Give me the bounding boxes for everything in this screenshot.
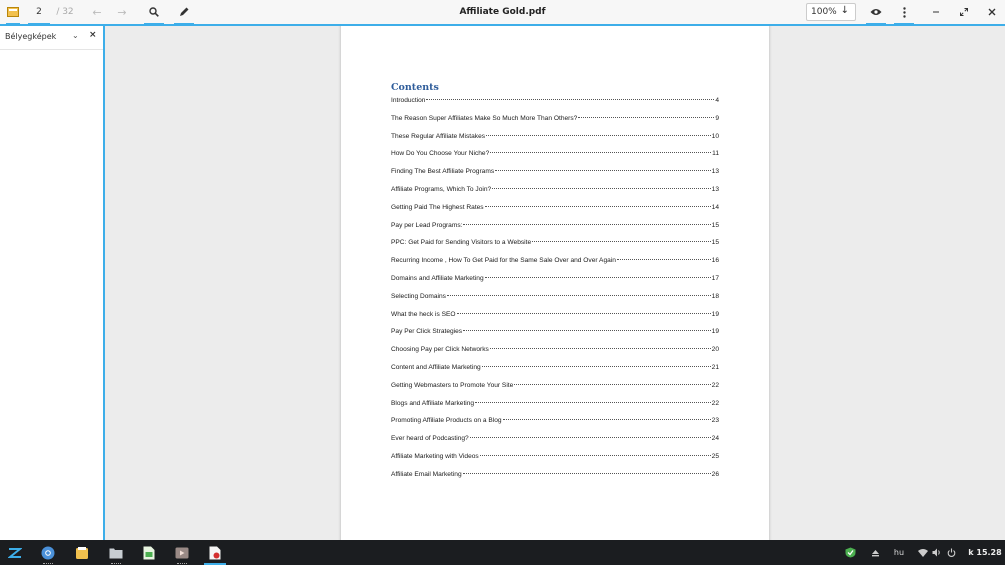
- toc-entry-title: Finding The Best Affiliate Programs: [391, 168, 495, 176]
- minimize-icon[interactable]: [926, 0, 946, 24]
- toc-entry-title: Affiliate Marketing with Videos: [391, 452, 479, 460]
- toc-entry-page: 23: [711, 417, 719, 425]
- toc-leader-dots: [470, 437, 711, 438]
- toc-entry-title: What the heck is SEO: [391, 310, 456, 318]
- toc-entry-page: 13: [711, 185, 719, 193]
- toc-entry-page: 25: [711, 452, 719, 460]
- notes-icon[interactable]: [71, 543, 93, 562]
- toc-entry-title: Blogs and Affiliate Marketing: [391, 399, 475, 407]
- app-launcher-icon[interactable]: [4, 543, 26, 562]
- thumbnails-sidebar: [0, 26, 105, 540]
- toc-entry[interactable]: [391, 115, 719, 133]
- toc-entry-page: 22: [711, 399, 719, 407]
- toc-entry[interactable]: [391, 150, 719, 168]
- toc-entry[interactable]: [391, 257, 719, 275]
- toc-leader-dots: [532, 241, 711, 242]
- toc-entry-page: 19: [711, 310, 719, 318]
- volume-icon[interactable]: [930, 543, 944, 562]
- toc-entry-page: 26: [711, 470, 719, 478]
- toolbar: [0, 0, 1005, 26]
- toc-entry-page: 22: [711, 381, 719, 389]
- toc-entry-page: 15: [711, 221, 719, 229]
- toc-entry-page: 13: [711, 168, 719, 176]
- toc-entry-title: Promoting Affiliate Products on a Blog: [391, 417, 502, 425]
- toc-entry-title: Recurring Income , How To Get Paid for the Same Sale Over and Over Again: [391, 257, 616, 265]
- toc-leader-dots: [475, 402, 711, 403]
- zoom-select[interactable]: [806, 3, 856, 21]
- toc-entry-title: Selecting Domains: [391, 292, 446, 300]
- sidebar-title[interactable]: Bélyegképek: [5, 32, 57, 41]
- toc-leader-dots: [490, 348, 711, 349]
- close-icon[interactable]: ×: [89, 30, 97, 40]
- toc-entry-title: Domains and Affiliate Marketing: [391, 274, 484, 282]
- pencil-icon[interactable]: [172, 0, 196, 24]
- toc-leader-dots: [426, 99, 714, 100]
- toc-leader-dots: [495, 170, 711, 171]
- toc-leader-dots: [492, 188, 710, 189]
- toc-entry[interactable]: [391, 382, 719, 400]
- toc-entry-page: 19: [711, 328, 719, 336]
- toc-entry[interactable]: [391, 186, 719, 204]
- toc-entry[interactable]: [391, 275, 719, 293]
- toc-entry[interactable]: [391, 133, 719, 151]
- toc-entry[interactable]: [391, 328, 719, 346]
- toc-leader-dots: [490, 152, 711, 153]
- pdf-reader-icon[interactable]: [204, 543, 226, 562]
- page-number-input[interactable]: 2: [26, 0, 52, 24]
- sidebar-header: [0, 26, 103, 50]
- toc-entry-page: 10: [711, 132, 719, 140]
- toc-entry[interactable]: [391, 222, 719, 240]
- toc-list: [391, 97, 719, 489]
- zoom-value: 100%: [811, 7, 837, 17]
- toc-entry-page: 20: [711, 346, 719, 354]
- arrow-left-icon[interactable]: ←: [92, 5, 102, 19]
- clock[interactable]: k 15.28: [968, 548, 1002, 557]
- toc-entry[interactable]: [391, 453, 719, 471]
- eject-icon[interactable]: [868, 543, 882, 562]
- document-viewer[interactable]: [105, 26, 1005, 540]
- toc-entry-title: Introduction: [391, 97, 426, 104]
- keyboard-layout[interactable]: hu: [893, 548, 905, 557]
- toc-entry-title: Getting Paid The Highest Rates: [391, 203, 484, 211]
- toc-entry[interactable]: [391, 435, 719, 453]
- sidebar-thumbnails-icon[interactable]: [4, 0, 22, 24]
- toc-entry-page: 4: [715, 97, 719, 104]
- arrow-right-icon[interactable]: →: [117, 5, 127, 19]
- power-icon[interactable]: [944, 543, 958, 562]
- toc-entry-page: 11: [712, 150, 719, 158]
- document-title: Affiliate Gold.pdf: [459, 7, 546, 17]
- toc-entry[interactable]: [391, 346, 719, 364]
- toc-entry-title: These Regular Affiliate Mistakes: [391, 132, 486, 140]
- media-icon[interactable]: [171, 543, 193, 562]
- toc-entry-title: Pay per Lead Programs:: [391, 221, 463, 229]
- check-status-icon[interactable]: [842, 543, 858, 562]
- toc-leader-dots: [463, 224, 710, 225]
- taskbar: [0, 540, 1005, 565]
- toc-entry[interactable]: [391, 97, 719, 115]
- toc-leader-dots: [578, 117, 714, 118]
- toc-entry-page: 17: [711, 274, 719, 282]
- toc-entry-title: Affiliate Programs, Which To Join?: [391, 185, 492, 193]
- toc-leader-dots: [457, 313, 711, 314]
- page-total: / 32: [56, 7, 74, 17]
- toc-leader-dots: [480, 455, 711, 456]
- toc-entry[interactable]: [391, 204, 719, 222]
- toc-leader-dots: [485, 206, 711, 207]
- arrow-down-icon: ↓: [840, 5, 849, 16]
- toc-entry-page: 15: [711, 239, 719, 247]
- file-manager-icon[interactable]: [105, 543, 127, 562]
- toc-entry-title: Ever heard of Podcasting?: [391, 435, 469, 443]
- search-icon[interactable]: [142, 0, 166, 24]
- wifi-icon[interactable]: [916, 543, 930, 562]
- toc-entry[interactable]: [391, 417, 719, 435]
- toc-entry-title: Getting Webmasters to Promote Your Site: [391, 381, 514, 389]
- toc-entry[interactable]: [391, 239, 719, 257]
- toc-entry[interactable]: [391, 293, 719, 311]
- toc-leader-dots: [617, 259, 711, 260]
- toc-entry-page: 24: [711, 435, 719, 443]
- toc-entry-page: 21: [711, 363, 719, 371]
- toc-leader-dots: [447, 295, 711, 296]
- toc-entry-page: 16: [711, 257, 719, 265]
- toc-leader-dots: [503, 419, 711, 420]
- toc-entry[interactable]: [391, 471, 719, 489]
- kebab-menu-icon[interactable]: [892, 0, 916, 24]
- toc-entry-title: The Reason Super Affiliates Make So Much More Than Others?: [391, 114, 578, 122]
- spreadsheet-icon[interactable]: [138, 543, 160, 562]
- toc-leader-dots: [485, 277, 711, 278]
- toc-entry-title: Content and Affiliate Marketing: [391, 363, 481, 371]
- toc-leader-dots: [482, 366, 711, 367]
- pdf-page: [341, 26, 769, 540]
- toc-entry-title: Pay Per Click Strategies: [391, 328, 463, 336]
- toc-entry[interactable]: [391, 168, 719, 186]
- toc-entry[interactable]: [391, 364, 719, 382]
- eye-icon[interactable]: [864, 0, 888, 24]
- toc-entry[interactable]: [391, 311, 719, 329]
- chromium-icon[interactable]: [37, 543, 59, 562]
- toc-entry-page: 14: [711, 203, 719, 211]
- chevron-down-icon[interactable]: ⌄: [72, 31, 79, 40]
- restore-icon[interactable]: [954, 0, 974, 24]
- toc-leader-dots: [486, 135, 711, 136]
- toc-leader-dots: [514, 384, 710, 385]
- toc-entry-title: PPC: Get Paid for Sending Visitors to a Website: [391, 239, 532, 247]
- toc-leader-dots: [463, 473, 711, 474]
- toc-entry-title: How Do You Choose Your Niche?: [391, 150, 490, 158]
- toc-entry-title: Choosing Pay per Click Networks: [391, 346, 489, 354]
- toc-entry[interactable]: [391, 400, 719, 418]
- toc-entry-page: 9: [715, 114, 719, 122]
- close-icon[interactable]: [982, 0, 1002, 24]
- toc-entry-title: Affiliate Email Marketing: [391, 470, 462, 478]
- toc-leader-dots: [463, 330, 711, 331]
- toc-heading: Contents: [391, 82, 439, 93]
- toc-entry-page: 18: [711, 292, 719, 300]
